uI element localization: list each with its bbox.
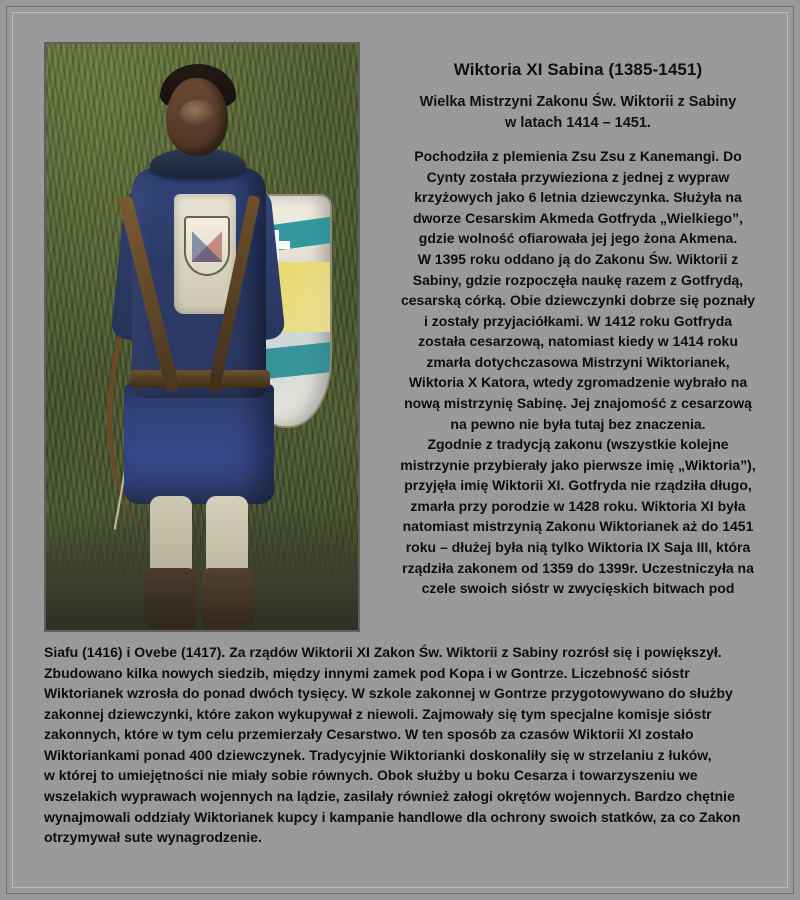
page-subtitle [378, 92, 778, 134]
body-line: gdzie wolność ofiarowała jej jego żona Akmena. [418, 230, 738, 247]
figure-boot-right [202, 568, 254, 628]
figure-face-highlight [180, 100, 216, 126]
body-line: i zostały przyjaciółkami. W 1412 roku Gotfryda [423, 312, 733, 329]
body-line: Sabiny, gdzie rozpoczęła naukę razem z Gotfrydą, [412, 271, 744, 288]
body-line: Siafu (1416) i Ovebe (1417). Za rządów Wiktorii XI Zakon Św. Wiktorii z Sabiny rozrósł się i powiększył. [44, 644, 722, 660]
figure-belt [130, 370, 270, 388]
figure-leg-right [206, 496, 248, 578]
body-line: zakonnej dziewczynki, które zakon wykupywał z niewoli. Zajmowały się tym specjalne komisje sióstr [44, 705, 712, 722]
body-line: wynajmowali oddziały Wiktorianek kupcy i kampanie handlowe dla ochrony swoich statków, za co Zakon [44, 808, 741, 825]
body-line: Cynty została przywieziona z jednej z wypraw [426, 168, 730, 185]
body-text-full-width [44, 642, 780, 848]
body-line: nową mistrzynię Sabinę. Jej znajomość z cesarzową [404, 394, 752, 411]
figure-leg-left [150, 496, 192, 578]
body-text-right-column [378, 146, 778, 599]
page-title: Wiktoria XI Sabina (1385-1451) [453, 60, 703, 79]
body-line: rządziła zakonem od 1359 do 1399r. Uczestniczyła na [402, 559, 754, 576]
body-line: została cesarzową, natomiast kiedy w 1414 roku [418, 333, 738, 350]
warrior-woman-portrait [44, 42, 360, 632]
body-line: roku – dłużej była nią tylko Wiktoria IX Saja III, która [405, 539, 751, 556]
body-line: Wiktorianek wzrosła do ponad dwóch tysięcy. W szkole zakonnej w Gontrze przygotowywano do służby [44, 685, 733, 702]
body-line: czele swoich sióstr w zwycięskich bitwach pod [421, 580, 735, 597]
figure-skirt [124, 384, 274, 504]
body-line: mistrzynie przybierały jako pierwsze imię „Wiktoria”), [400, 456, 756, 473]
subtitle-line-2: w latach 1414 – 1451. [505, 115, 651, 132]
page-content [22, 22, 778, 878]
body-line: krzyżowych jako 6 letnia dziewczynka. Służyła na [414, 189, 742, 206]
body-line: zmarła dotychczasowa Mistrzyni Wiktorianek, [426, 353, 730, 370]
figure-boot-left [144, 568, 196, 628]
body-line: zakonnych, które w tym celu przemierzały Cesarstwo. W ten sposób za czasów Wiktorii XI zostało [44, 726, 694, 743]
body-line: cesarską córką. Obie dziewczynki dobrze się poznały [400, 292, 756, 309]
body-line: W 1395 roku oddano ją do Zakonu Św. Wiktorii z [417, 250, 739, 267]
body-line: otrzymywał sute wynagrodzenie. [44, 829, 262, 846]
body-line: przyjęła imię Wiktorii XI. Gotfryda nie rządziła długo, [404, 477, 752, 494]
body-line: Zgodnie z tradycją zakonu (wszystkie kolejne [427, 436, 729, 453]
body-line: na pewno nie była tutaj bez znaczenia. [450, 415, 706, 432]
body-line: w której to umiejętności nie miały sobie równych. Obok służby u boku Cesarza i towarzyszeniu we [44, 767, 698, 784]
body-line: zmarła przy porodzie w 1428 roku. Wiktoria XI była [410, 497, 746, 514]
body-line: wszelakich wyprawach wojennych na lądzie, zasilały również załogi okrętów wojennych. Bardzo chętnie [44, 788, 735, 805]
body-line: natomiast mistrzynią Zakonu Wiktorianek aż do 1451 [402, 518, 754, 535]
body-line: Zbudowano kilka nowych siedzib, między innymi zamek pod Kopa i w Gontrze. Liczebność sióstr [44, 664, 690, 681]
body-line: Pochodziła z plemienia Zsu Zsu z Kanemangi. Do [414, 148, 742, 165]
body-line: dworze Cesarskim Akmeda Gotfryda „Wielkiego”, [412, 209, 743, 226]
subtitle-line-1: Wielka Mistrzyni Zakonu Św. Wiktorii z Sabiny [419, 94, 737, 110]
body-line: Wiktoriankami ponad 400 dziewczynek. Tradycyjnie Wiktorianki doskonaliły się w strzelaniu z łuków, [44, 746, 712, 763]
body-line: Wiktoria X Katora, wtedy zgromadzenie wybrało na [408, 374, 748, 391]
text-column [378, 46, 778, 599]
coat-of-arms-icon [184, 216, 230, 276]
